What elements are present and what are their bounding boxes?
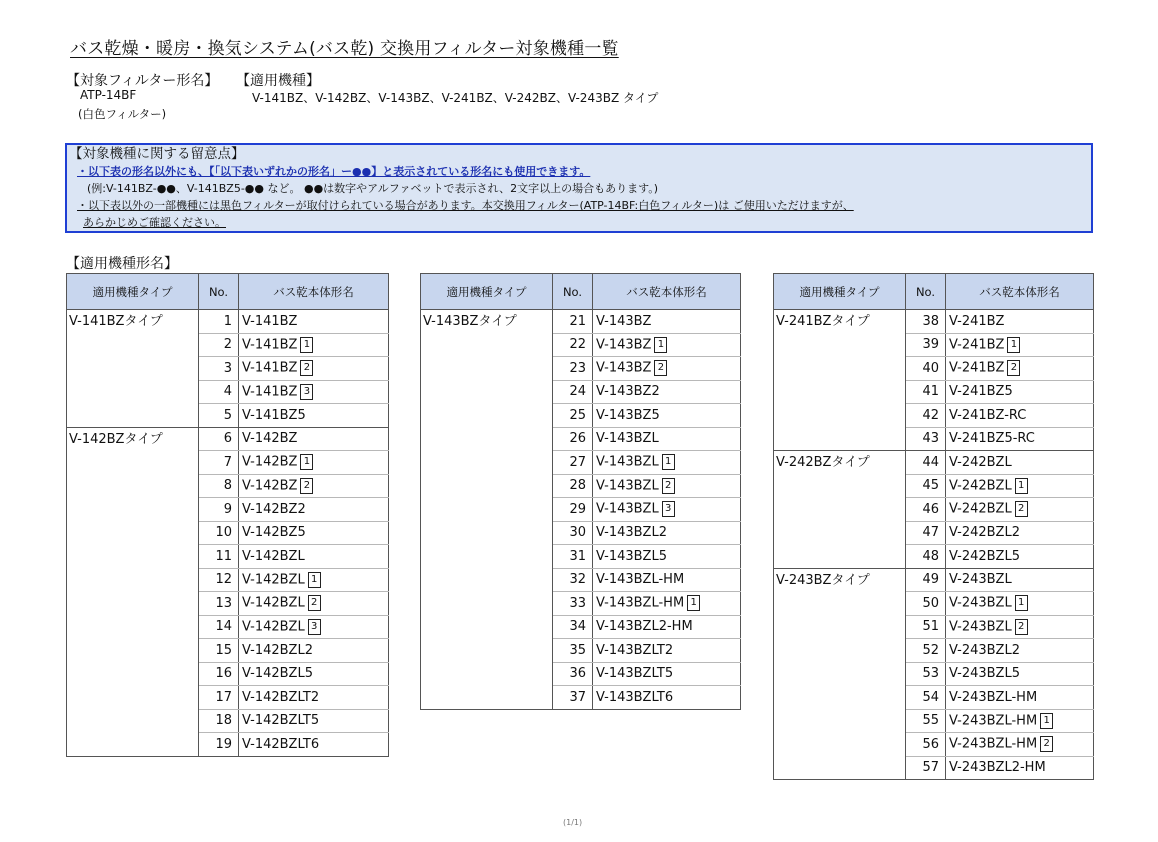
notice-line-1: ・以下表の形名以外にも、【「以下表いずれかの形名」ー●●】と表示されている形名にも使用できます。 bbox=[77, 165, 591, 178]
model-name: V-143BZL bbox=[596, 454, 659, 470]
model-cell bbox=[593, 592, 741, 616]
variant-box: 3 bbox=[300, 384, 313, 400]
model-cell bbox=[946, 427, 1094, 451]
model-name: V-241BZ5 bbox=[949, 384, 1013, 400]
variant-box: 2 bbox=[300, 360, 313, 376]
number-cell: 26 bbox=[553, 427, 593, 451]
model-table-2 bbox=[420, 273, 741, 710]
number-cell: 7 bbox=[199, 451, 239, 475]
number-cell: 21 bbox=[553, 310, 593, 334]
number-cell: 54 bbox=[906, 686, 946, 710]
model-name: V-142BZ bbox=[242, 454, 298, 470]
variant-box: 3 bbox=[308, 619, 321, 635]
notice-box bbox=[65, 143, 1093, 233]
model-name: V-143BZL-HM bbox=[596, 595, 685, 611]
number-cell: 11 bbox=[199, 545, 239, 569]
variant-box: 1 bbox=[1015, 478, 1028, 494]
model-cell bbox=[239, 568, 389, 592]
table-row bbox=[774, 568, 1094, 592]
model-name: V-143BZLT6 bbox=[596, 689, 674, 705]
models-list: V-141BZ、V-142BZ、V-143BZ、V-241BZ、V-242BZ、V-243BZ タイプ bbox=[252, 91, 659, 105]
variant-box: 2 bbox=[1007, 360, 1020, 376]
model-name: V-143BZL2 bbox=[596, 525, 667, 541]
table-row bbox=[67, 310, 389, 334]
model-name: V-142BZL bbox=[242, 572, 305, 588]
model-name: V-241BZ bbox=[949, 360, 1005, 376]
filter-note: (白色フィルター) bbox=[78, 107, 167, 121]
number-cell: 40 bbox=[906, 357, 946, 381]
number-cell: 8 bbox=[199, 474, 239, 498]
variant-box: 2 bbox=[1040, 736, 1053, 752]
model-name: V-242BZL bbox=[949, 478, 1012, 494]
variant-box: 2 bbox=[1015, 619, 1028, 635]
notice-line-4: あらかじめご確認ください。 bbox=[83, 216, 226, 229]
model-cell bbox=[593, 615, 741, 639]
model-cell bbox=[239, 357, 389, 381]
model-cell bbox=[593, 310, 741, 334]
model-name: V-243BZL-HM bbox=[949, 689, 1038, 705]
variant-box: 2 bbox=[1015, 501, 1028, 517]
number-cell: 53 bbox=[906, 662, 946, 686]
model-cell bbox=[946, 733, 1094, 757]
model-cell bbox=[239, 404, 389, 428]
number-cell: 28 bbox=[553, 474, 593, 498]
number-cell: 27 bbox=[553, 451, 593, 475]
model-cell bbox=[239, 521, 389, 545]
model-cell bbox=[239, 333, 389, 357]
model-cell bbox=[946, 568, 1094, 592]
model-cell bbox=[239, 639, 389, 663]
number-cell: 4 bbox=[199, 380, 239, 404]
model-name: V-142BZLT5 bbox=[242, 713, 320, 729]
variant-box: 1 bbox=[662, 454, 675, 470]
model-cell bbox=[593, 380, 741, 404]
model-name: V-143BZ bbox=[596, 313, 652, 329]
model-cell bbox=[239, 498, 389, 522]
model-name: V-141BZ5 bbox=[242, 407, 306, 423]
model-cell bbox=[593, 404, 741, 428]
number-cell: 16 bbox=[199, 662, 239, 686]
notice-line-3: ・以下表以外の一部機種には黒色フィルターが取付けられている場合があります。本交換用フィルター(ATP-14BF:白色フィルター)は ご使用いただけますが、 bbox=[77, 199, 854, 212]
number-cell: 55 bbox=[906, 709, 946, 733]
number-cell: 46 bbox=[906, 498, 946, 522]
model-cell bbox=[946, 498, 1094, 522]
model-cell bbox=[593, 451, 741, 475]
model-name: V-141BZ bbox=[242, 337, 298, 353]
header-type: 適用機種タイプ bbox=[774, 274, 906, 310]
number-cell: 51 bbox=[906, 615, 946, 639]
variant-box: 1 bbox=[1040, 713, 1053, 729]
number-cell: 10 bbox=[199, 521, 239, 545]
number-cell: 13 bbox=[199, 592, 239, 616]
model-name: V-143BZL bbox=[596, 478, 659, 494]
model-name: V-243BZL bbox=[949, 595, 1012, 611]
header-no: No. bbox=[553, 274, 593, 310]
model-cell bbox=[946, 310, 1094, 334]
model-name: V-141BZ bbox=[242, 313, 298, 329]
number-cell: 43 bbox=[906, 427, 946, 451]
number-cell: 25 bbox=[553, 404, 593, 428]
model-cell bbox=[239, 615, 389, 639]
variant-box: 1 bbox=[308, 572, 321, 588]
number-cell: 38 bbox=[906, 310, 946, 334]
model-name: V-141BZ bbox=[242, 384, 298, 400]
variant-box: 1 bbox=[1015, 595, 1028, 611]
model-cell bbox=[946, 662, 1094, 686]
model-cell bbox=[946, 521, 1094, 545]
model-cell bbox=[593, 498, 741, 522]
variant-box: 2 bbox=[308, 595, 321, 611]
header-model: バス乾本体形名 bbox=[239, 274, 389, 310]
model-name: V-142BZLT6 bbox=[242, 736, 320, 752]
number-cell: 37 bbox=[553, 686, 593, 710]
filter-name: ATP-14BF bbox=[80, 88, 137, 102]
model-name: V-143BZLT5 bbox=[596, 666, 674, 682]
variant-box: 1 bbox=[300, 337, 313, 353]
number-cell: 23 bbox=[553, 357, 593, 381]
number-cell: 30 bbox=[553, 521, 593, 545]
model-cell bbox=[946, 474, 1094, 498]
variant-box: 1 bbox=[300, 454, 313, 470]
model-cell bbox=[946, 404, 1094, 428]
model-cell bbox=[946, 592, 1094, 616]
models-label: 【適用機種】 bbox=[236, 73, 320, 89]
model-name: V-242BZL bbox=[949, 501, 1012, 517]
model-name: V-241BZ-RC bbox=[949, 407, 1027, 423]
model-name: V-242BZL2 bbox=[949, 525, 1020, 541]
variant-box: 2 bbox=[300, 478, 313, 494]
model-cell bbox=[239, 310, 389, 334]
number-cell: 22 bbox=[553, 333, 593, 357]
number-cell: 50 bbox=[906, 592, 946, 616]
model-cell bbox=[946, 451, 1094, 475]
model-cell bbox=[239, 662, 389, 686]
number-cell: 35 bbox=[553, 639, 593, 663]
variant-box: 3 bbox=[662, 501, 675, 517]
model-name: V-243BZL-HM bbox=[949, 713, 1038, 729]
variant-box: 1 bbox=[654, 337, 667, 353]
model-name: V-243BZL-HM bbox=[949, 736, 1038, 752]
model-name: V-143BZL5 bbox=[596, 548, 667, 564]
header-type: 適用機種タイプ bbox=[421, 274, 553, 310]
model-cell bbox=[946, 756, 1094, 780]
model-name: V-243BZL2-HM bbox=[949, 760, 1046, 776]
number-cell: 36 bbox=[553, 662, 593, 686]
model-cell bbox=[946, 639, 1094, 663]
number-cell: 29 bbox=[553, 498, 593, 522]
variant-box: 2 bbox=[654, 360, 667, 376]
type-cell: V-242BZタイプ bbox=[774, 451, 906, 569]
filter-label: 【対象フィルター形名】 bbox=[66, 73, 219, 89]
number-cell: 41 bbox=[906, 380, 946, 404]
number-cell: 47 bbox=[906, 521, 946, 545]
number-cell: 24 bbox=[553, 380, 593, 404]
number-cell: 9 bbox=[199, 498, 239, 522]
table-section-label: 【適用機種形名】 bbox=[66, 256, 178, 272]
notice-line-2: (例:V-141BZ-●●、V-141BZ5-●● など。 ●●は数字やアルファベットで表示され、2文字以上の場合もあります。) bbox=[87, 182, 659, 195]
model-name: V-143BZ bbox=[596, 360, 652, 376]
type-cell: V-243BZタイプ bbox=[774, 568, 906, 780]
model-name: V-141BZ bbox=[242, 360, 298, 376]
number-cell: 15 bbox=[199, 639, 239, 663]
model-name: V-143BZ bbox=[596, 337, 652, 353]
number-cell: 52 bbox=[906, 639, 946, 663]
model-cell bbox=[593, 427, 741, 451]
number-cell: 57 bbox=[906, 756, 946, 780]
number-cell: 18 bbox=[199, 709, 239, 733]
model-name: V-142BZL bbox=[242, 595, 305, 611]
variant-box: 1 bbox=[1007, 337, 1020, 353]
model-cell bbox=[239, 686, 389, 710]
model-cell bbox=[239, 427, 389, 451]
model-cell bbox=[593, 662, 741, 686]
model-name: V-143BZL bbox=[596, 501, 659, 517]
model-name: V-142BZ2 bbox=[242, 501, 306, 517]
model-name: V-143BZL2-HM bbox=[596, 619, 693, 635]
model-name: V-143BZL-HM bbox=[596, 572, 685, 588]
model-cell bbox=[239, 545, 389, 569]
model-cell bbox=[239, 709, 389, 733]
model-cell bbox=[593, 521, 741, 545]
model-cell bbox=[593, 686, 741, 710]
number-cell: 33 bbox=[553, 592, 593, 616]
model-cell bbox=[239, 451, 389, 475]
table-row bbox=[774, 451, 1094, 475]
model-name: V-243BZL2 bbox=[949, 642, 1020, 658]
model-cell bbox=[946, 380, 1094, 404]
variant-box: 2 bbox=[662, 478, 675, 494]
type-cell: V-241BZタイプ bbox=[774, 310, 906, 451]
model-table-1 bbox=[66, 273, 389, 757]
model-name: V-143BZLT2 bbox=[596, 642, 674, 658]
model-cell bbox=[946, 686, 1094, 710]
model-table-3 bbox=[773, 273, 1094, 780]
model-cell bbox=[239, 733, 389, 757]
model-name: V-143BZ2 bbox=[596, 384, 660, 400]
number-cell: 2 bbox=[199, 333, 239, 357]
table-row bbox=[774, 310, 1094, 334]
number-cell: 49 bbox=[906, 568, 946, 592]
number-cell: 34 bbox=[553, 615, 593, 639]
model-name: V-243BZL bbox=[949, 619, 1012, 635]
number-cell: 44 bbox=[906, 451, 946, 475]
model-name: V-143BZL bbox=[596, 431, 659, 447]
model-name: V-241BZ bbox=[949, 313, 1005, 329]
number-cell: 48 bbox=[906, 545, 946, 569]
model-cell bbox=[946, 333, 1094, 357]
number-cell: 31 bbox=[553, 545, 593, 569]
header-no: No. bbox=[906, 274, 946, 310]
variant-box: 1 bbox=[687, 595, 700, 611]
number-cell: 3 bbox=[199, 357, 239, 381]
number-cell: 1 bbox=[199, 310, 239, 334]
model-cell bbox=[593, 474, 741, 498]
number-cell: 19 bbox=[199, 733, 239, 757]
model-name: V-241BZ5-RC bbox=[949, 431, 1035, 447]
number-cell: 6 bbox=[199, 427, 239, 451]
number-cell: 39 bbox=[906, 333, 946, 357]
model-cell bbox=[946, 709, 1094, 733]
type-cell: V-142BZタイプ bbox=[67, 427, 199, 756]
model-name: V-142BZ bbox=[242, 431, 298, 447]
header-model: バス乾本体形名 bbox=[946, 274, 1094, 310]
header-no: No. bbox=[199, 274, 239, 310]
model-cell bbox=[239, 380, 389, 404]
number-cell: 56 bbox=[906, 733, 946, 757]
model-cell bbox=[593, 545, 741, 569]
model-name: V-142BZLT2 bbox=[242, 689, 320, 705]
notice-title: 【対象機種に関する留意点】 bbox=[69, 146, 245, 162]
model-name: V-241BZ bbox=[949, 337, 1005, 353]
model-name: V-142BZL bbox=[242, 619, 305, 635]
model-name: V-142BZ5 bbox=[242, 525, 306, 541]
model-cell bbox=[946, 615, 1094, 639]
header-model: バス乾本体形名 bbox=[593, 274, 741, 310]
model-cell bbox=[593, 568, 741, 592]
number-cell: 5 bbox=[199, 404, 239, 428]
model-name: V-143BZ5 bbox=[596, 407, 660, 423]
table-row bbox=[67, 427, 389, 451]
model-name: V-242BZL bbox=[949, 454, 1012, 470]
number-cell: 45 bbox=[906, 474, 946, 498]
type-cell: V-143BZタイプ bbox=[421, 310, 553, 710]
model-cell bbox=[593, 333, 741, 357]
model-cell bbox=[593, 357, 741, 381]
number-cell: 14 bbox=[199, 615, 239, 639]
model-cell bbox=[593, 639, 741, 663]
number-cell: 17 bbox=[199, 686, 239, 710]
model-name: V-243BZL5 bbox=[949, 666, 1020, 682]
header-type: 適用機種タイプ bbox=[67, 274, 199, 310]
model-cell bbox=[239, 592, 389, 616]
type-cell: V-141BZタイプ bbox=[67, 310, 199, 428]
model-name: V-142BZL bbox=[242, 548, 305, 564]
model-cell bbox=[239, 474, 389, 498]
model-name: V-142BZ bbox=[242, 478, 298, 494]
page-title: バス乾燥・暖房・換気システム(バス乾) 交換用フィルター対象機種一覧 bbox=[70, 39, 619, 59]
number-cell: 42 bbox=[906, 404, 946, 428]
model-name: V-142BZL2 bbox=[242, 642, 313, 658]
number-cell: 32 bbox=[553, 568, 593, 592]
number-cell: 12 bbox=[199, 568, 239, 592]
model-name: V-243BZL bbox=[949, 572, 1012, 588]
model-cell bbox=[946, 545, 1094, 569]
model-name: V-242BZL5 bbox=[949, 548, 1020, 564]
model-cell bbox=[946, 357, 1094, 381]
table-row bbox=[421, 310, 741, 334]
model-name: V-142BZL5 bbox=[242, 666, 313, 682]
page-number: (1/1) bbox=[563, 818, 583, 827]
